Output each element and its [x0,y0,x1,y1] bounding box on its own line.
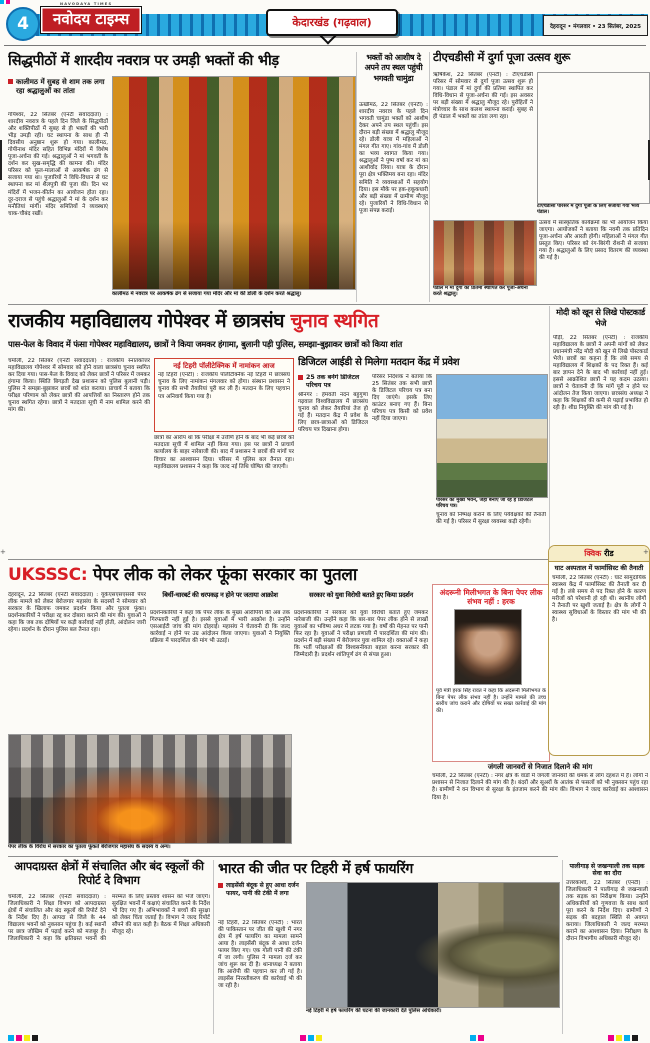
bullet-square-icon [218,883,223,888]
schools-headline: आपदाग्रस्त क्षेत्रों में संचालित और बंद स्कूलों की रिपोर्ट दे विभाग [14,859,204,887]
color-mark [316,1035,322,1041]
navratri-caption: कालीमठ में नवरात्र पर आकर्षक ढंग से सजाया गया मंदिर और मां की डोली के दर्शन करते श्रद्धालु। [112,291,302,297]
divider [8,304,648,305]
digital-bullet [298,374,368,390]
harak-body: पूर्व मंत्री हरक सिंह रावत ने कहा कि अंदरूनी मिलीभगत के बिना पेपर लीक संभव नहीं है। उन्होंने मामले की उच्च स्तरीय जांच कराने और दोषियों पर सख्त कार्रवाई की मांग की। [436,688,546,714]
uksssc-headline-red: UKSSSC: [8,565,88,585]
edition-badge: केदारखंड (गढ़वाल) [266,9,398,36]
inset-box-title: नई टिहरी पॉलीटेक्निक में नामांकन आज [173,362,275,370]
date-box: देहरादून • मंगलवार • 23 सितंबर, 2025 [543,15,648,36]
divider [213,860,214,1034]
digital-col-a [298,374,368,556]
firing-bullet [218,882,302,897]
thdc-body1: ऋषिकेश, 22 सितंबर (एनटी) : टीएचडीसी परिसर में सोमवार से दुर्गा पूजा उत्सव शुरू हो गया। पंडाल में मां दुर्गा की प्रतिमा स्थापित कर विधि-विधान से पूजा-अर्चना की गई। इस अवसर पर बड़ी संख्या में श्रद्धालु मौजूद रहे। पुरोहितों ने मंत्रोच्चार के साथ कलश स्थापना कराई। सुबह से ही पंडाल में भक्तों का तांता लगा रहा। [433,72,533,121]
uksssc-sub1: बिर्ची-चारबर्ट की धरपकड़ न होने पर जताया आक्रोश [162,591,278,599]
page-number-badge [6,7,40,41]
firing-caption: नई टिहरी में हर्ष फायरिंग की घटना की जानकारी देते पुलिस अधिकारी। [306,1008,442,1014]
quick-read-item3 [566,860,648,1034]
digital-caption: परिसर का मुख्य भवन, जहां बनाए जा रहे हैं डिजिटल परिचय पत्र। [436,498,533,509]
uksssc-sub2-body: प्रदर्शनकारियों ने सरकार को युवा विरोधी बताते हुए जमकर नारेबाजी की। उन्होंने कहा कि बार-बार पेपर लीक होने से लाखों युवाओं का भविष्य अधर में लटक गया है। वर्षों की मेहनत पर पानी फिर रहा है। युवाओं ने परीक्षा प्रणाली में पारदर्शिता की मांग की। प्रदर्शन में बड़ी संख्या में बेरोजगार युवा शामिल रहे। वक्ताओं ने कहा कि भर्ती परीक्षाओं की विश्वसनीयता बहाल करना सरकार की जिम्मेदारी है। प्रदर्शन शांतिपूर्ण ढंग से संपन्न हुआ। [294,610,428,659]
color-mark [16,1035,22,1041]
quick-read-title-black: रीड [601,549,614,558]
firing-photo [306,882,560,1008]
quick-read-item2-headline: जंगली जानवरों से निजात दिलाने की मांग [487,763,593,771]
divider [562,860,563,1034]
page-number: 4 [17,14,29,34]
uksssc-protest-photo [8,734,292,844]
registration-marks [300,1035,324,1041]
election-headline-black: राजकीय महाविद्यालय गोपेश्वर में छात्रसंघ [8,310,291,332]
quick-read-item3-headline: पालीगाड़ से जखन्याली तक सड़क सेवा का दौरा [569,863,645,878]
quick-read-item2-body: चमोली, 22 सितंबर (एनटी) : नगर क्षेत्र के वार्डों में जंगली जानवरों की धमक से लोग दहशत में हैं। लोगों ने प्रशासन से निजात दिलाने की मांग की है। बंदरों और सूअरों के आतंक से फसलों को भी नुकसान पहुंच रहा है। ग्रामीणों ने वन विभाग से सुरक्षा के इंतजाम करने की मांग की। विभाग ने जल्द कार्रवाई का आश्वासन दिया है। [432,773,648,801]
thdc-body2: उत्सव में सांस्कृतिक कार्यक्रमों का भी आयोजन किया जाएगा। आयोजकों ने बताया कि नवमी तक प्रतिदिन पूजा-अर्चना और आरती होगी। महिलाओं ने मंगल गीत प्रस्तुत किए। परिसर को रंग-बिरंगी रोशनी से सजाया गया है। श्रद्धालुओं के लिए प्रसाद वितरण की व्यवस्था की गई है। [539,220,648,262]
divider [429,52,430,302]
divider [356,52,357,302]
polytechnic-inset-box [154,358,294,432]
navratri-bullet-text: कालीमठ में सुबह से शाम तक लगा रहा श्रद्धालुओं का तांता [16,78,105,95]
divider [549,306,550,556]
color-mark [624,1035,630,1041]
divider [8,856,558,857]
navratri-headline: सिद्धपीठों में शारदीय नवरात्र पर उमड़ी भक्तों की भीड़ [8,53,279,69]
brand-small-text: NAVODAYA TIMES [60,2,113,6]
modi-headline: मोदी को खून से लिखे पोस्टकार्ड भेजे [556,307,645,328]
digital-bullet-text: 25 तक बनेंगे डिजिटल परिचय पत्र [306,374,360,389]
harak-photo [454,609,522,685]
uksssc-headline-black: पेपर लीक को लेकर फूंका सरकार का पुतला [87,565,358,585]
firing-body: नई टिहरी, 22 सितंबर (एनटी) : भारत की पाकिस्तान पर जीत की खुशी में नगर क्षेत्र में हर्ष फायरिंग का मामला सामने आया है। लाइसेंसी बंदूक से आधा दर्जन फायर किए गए। एक गोली पानी की टंकी में जा लगी। पुलिस ने मामला दर्ज कर जांच शुरू कर दी है। थानाध्यक्ष ने बताया कि आरोपी की पहचान कर ली गई है। लाइसेंस निरस्तीकरण की कार्रवाई भी की जा रही है। [218,920,302,990]
uksssc-caption: पेपर लीक के विरोध में सरकार का पुतला फूंकते बेरोजगार महासंघ के सदस्य व अन्य। [8,844,171,850]
election-deck: पास-फेल के विवाद में फंसा गोपेश्वर महाविद्यालय, छात्रों ने किया जमकर हंगामा, बुलानी पड़ी पुलिस, समझा-बुझाकर छात्रों को किया शांत [8,339,402,349]
election-body1: चमोली, 22 सितंबर (एनटी संवाददाता) : राजकीय स्नातकोत्तर महाविद्यालय गोपेश्वर में सोमवार को होने वाला छात्रसंघ चुनाव स्थगित कर दिया गया। पास-फेल के विवाद को लेकर छात्रों ने परिसर में जमकर हंगामा किया। स्थिति बिगड़ती देख प्रशासन को पुलिस बुलानी पड़ी। पुलिस ने समझा-बुझाकर छात्रों को शांत कराया। प्राचार्य ने बताया कि परीक्षा परिणाम को लेकर छात्रों की आपत्तियों का निस्तारण होने तक चुनाव स्थगित रहेगा। छात्रों ने मतदाता सूची में नाम शामिल करने की मांग की। [8,358,150,414]
navratri-photo [112,76,356,290]
registration-marks [8,1035,40,1041]
schools-body: चमोली, 22 सितंबर (एनटी संवाददाता) : जिलाधिकारी ने शिक्षा विभाग को आपदाग्रस्त क्षेत्रों में संचालित और बंद स्कूलों की रिपोर्ट देने के निर्देश दिए हैं। आपदा से जिले के 44 विद्यालय भवनों को नुकसान पहुंचा है। कई स्थानों पर छात्र जोखिम में पढ़ाई करने को मजबूर हैं। जिलाधिकारी ने कहा कि क्षतिग्रस्त भवनों की मरम्मत के लिए प्रस्ताव शासन को भेजे जाएंगे। सुरक्षित भवनों में कक्षाएं संचालित करने के निर्देश भी दिए गए हैं। अभिभावकों ने बच्चों की सुरक्षा को लेकर चिंता जताई है। विभाग ने जल्द रिपोर्ट सौंपने की बात कही है। बैठक में शिक्षा अधिकारी मौजूद रहे। [8,894,210,943]
color-mark [300,1035,306,1041]
digital-body3: चुनाव को निष्पक्ष कराने के लिए पर्यवेक्षकों की तैनाती की गई है। परिसर में सुरक्षा व्यवस्था कड़ी रहेगी। [436,512,546,526]
thdc-caption2: पंडाल में मां दुर्गा की प्रतिमा स्थापित कर पूजा-अर्चना करते श्रद्धालु। [433,286,528,297]
quick-read-item1-headline: घाट अस्पताल में फार्मासिस्ट की तैनाती [554,564,644,572]
registration-marks [608,1035,640,1041]
election-col2 [154,358,294,556]
brand-title: नवोदय टाइम्स [40,6,142,34]
thdc-puja-photo [433,220,537,286]
digital-body2: परिसर निदेशक ने बताया कि 25 सितंबर तक सभी छात्रों के डिजिटल परिचय पत्र बना दिए जाएंगे। इसके लिए काउंटर बनाए गए हैं। बिना परिचय पत्र किसी को प्रवेश नहीं दिया जाएगा। [372,374,432,423]
color-mark [632,1035,638,1041]
color-mark [6,0,10,4]
navratri-bullet [8,78,108,96]
bullet-square-icon [8,79,13,84]
nameplate [40,2,142,34]
register-plus-mark: + [0,548,6,556]
quick-read-title [549,546,649,562]
election-headline-red: चुनाव स्थगित [290,310,379,332]
thdc-caption1: टीएचडीसी परिसर में दुर्गा पूजा के लिए सजाया गया भव्य पंडाल। [537,204,640,215]
divider [4,45,646,46]
uksssc-sub1-body: प्रदर्शनकारियों ने कहा कि पेपर लीक के मुख्य आरोपियों की अब तक गिरफ्तारी नहीं हुई है। इससे युवाओं में भारी आक्रोश है। उन्होंने एसआईटी जांच की मांग दोहराई। महासंघ ने चेतावनी दी कि जल्द कार्रवाई न होने पर उग्र आंदोलन किया जाएगा। युवाओं ने नियुक्ति प्रक्रिया में पारदर्शिता की मांग भी उठाई। [150,610,290,645]
registration-marks [470,1035,486,1041]
thdc-pandal-photo [537,72,650,204]
quick-read-title-red: क्विक [584,549,602,558]
firing-bullet-text: लाइसेंसी बंदूक से हुए आधा दर्जन फायर, पानी की टंकी में लगा [226,882,299,897]
color-mark [308,1035,314,1041]
color-mark [616,1035,622,1041]
quick-read-box [548,545,650,756]
digital-building-photo [436,374,548,498]
digital-body1: श्रीनगर : हेमवती नंदन बहुगुणा गढ़वाल विश्वविद्यालय में छात्रसंघ चुनाव को लेकर तैयारियां तेज हो गई हैं। मतदान केंद्र में प्रवेश के लिए छात्र-छात्राओं को डिजिटल परिचय पत्र दिखाना होगा। [298,391,368,433]
harak-headline: अंदरूनी मिलीभगत के बिना पेपर लीक संभव नहीं : हरक [439,588,543,607]
color-mark [8,1035,14,1041]
color-mark [24,1035,30,1041]
election-body2: छात्रों का आरोप था कि परीक्षा में उत्तीर्ण होने के बाद भी कई छात्रों को मतदाता सूची में शामिल नहीं किया गया। इस पर छात्रों ने प्राचार्य कार्यालय के बाहर नारेबाजी की। बाद में प्रशासन ने छात्रों की मांगों पर विचार का आश्वासन दिया। परिसर में पुलिस बल तैनात रहा। महाविद्यालय प्रशासन ने कहा कि जल्द नई तिथि घोषित की जाएगी। [154,435,294,470]
color-mark [470,1035,476,1041]
harak-box [432,584,550,762]
register-plus-mark: + [643,548,649,556]
color-mark [608,1035,614,1041]
chamunda-headline: भक्तों को आशीष दे अपने तप स्थल पहुंची भगवती चामुंडा [364,53,423,83]
edge-tick [0,140,2,180]
registration-marks [0,0,12,4]
firing-headline: भारत की जीत पर टिहरी में हर्ष फायरिंग [218,861,413,877]
chamunda-body: ऊखीमठ, 22 सितंबर (एनटी) : शारदीय नवरात्र के पहले दिन भगवती चामुंडा भक्तों को आशीष देकर अपने तप स्थल पहुंचीं। इस दौरान बड़ी संख्या में श्रद्धालु मौजूद रहे। डोली यात्रा में महिलाओं ने मंगल गीत गाए। गांव-गांव में डोली का भव्य स्वागत किया गया। श्रद्धालुओं ने पुष्प वर्षा कर मां का आशीर्वाद लिया। यात्रा के दौरान पूरा क्षेत्र भक्तिमय बना रहा। मंदिर समिति ने व्यवस्थाओं में सहयोग दिया। इस मौके पर हक-हकूकधारी और बड़ी संख्या में ग्रामीण मौजूद रहे। पुजारियों ने विधि-विधान से पूजा संपन्न कराई। [359,102,428,214]
quick-read-item2 [432,760,648,854]
color-mark [478,1035,484,1041]
modi-body: पौड़ी, 22 सितंबर (एनटी) : राजकीय महाविद्यालय के छात्रों ने अपनी मांगों को लेकर प्रधानमंत्री नरेंद्र मोदी को खून से लिखे पोस्टकार्ड भेजे। छात्रों का कहना है कि लंबे समय से महाविद्यालय में शिक्षकों के पद रिक्त हैं। कई बार ज्ञापन देने के बाद भी कार्रवाई नहीं हुई। इससे आक्रोशित छात्रों ने यह कदम उठाया। छात्रों ने चेतावनी दी कि मांगें पूरी न होने पर आंदोलन तेज किया जाएगा। छात्रसंघ अध्यक्ष ने कहा कि शिक्षकों की कमी से पढ़ाई प्रभावित हो रही है। शीघ्र नियुक्ति की मांग की गई है। [553,335,648,412]
color-mark [32,1035,38,1041]
uksssc-sub2: सरकार को युवा विरोधी बताते हुए किया प्रदर्शन [309,591,413,599]
uksssc-body1: देहरादून, 22 सितंबर (एनटी संवाददाता) : यूकेएसएसएससी पेपर लीक मामले को लेकर बेरोजगार महासंघ के सदस्यों ने सोमवार को सरकार के खिलाफ जमकर प्रदर्शन किया और पुतला फूंका। प्रदर्शनकारियों ने परीक्षा रद्द कर दोबारा कराने की मांग की। युवाओं ने कहा कि जब तक दोषियों पर कड़ी कार्रवाई नहीं होती, आंदोलन जारी रहेगा। प्रदर्शन के दौरान पुलिस बल तैनात रहा। [8,592,146,634]
thdc-headline: टीएचडीसी में दुर्गा पूजा उत्सव शुरू [433,50,571,64]
quick-read-item3-body: उत्तरकाशी, 22 सितंबर (एनटी) : जिलाधिकारी ने पालीगाड़ से जखन्याली तक सड़क का निरीक्षण किया। उन्होंने अधिकारियों को गुणवत्ता के साथ कार्य पूरा करने के निर्देश दिए। ग्रामीणों ने सड़क की बदहाल स्थिति से अवगत कराया। जिलाधिकारी ने जल्द मरम्मत कराने का आश्वासन दिया। निरीक्षण के दौरान विभागीय अधिकारी मौजूद रहे। [566,879,648,943]
quick-read-item1-body: चमोली, 22 सितंबर (एनटी) : घाट सामुदायिक स्वास्थ्य केंद्र में फार्मासिस्ट की तैनाती कर दी गई है। लंबे समय से पद रिक्त होने के कारण मरीजों को परेशानी हो रही थी। स्थानीय लोगों ने तैनाती पर खुशी जताई है। क्षेत्र के लोगों ने स्वास्थ्य सुविधाओं के विस्तार की मांग भी की है। [552,574,646,623]
bullet-square-icon [298,375,303,380]
navratri-body: गोपेश्वर, 22 सितंबर (एनटी संवाददाता) : शारदीय नवरात्र के पहले दिन जिले के सिद्धपीठों और शक्तिपीठों में सुबह से ही भक्तों की भारी भीड़ उमड़ी रही। घट स्थापना के साथ ही नौ दिवसीय अनुष्ठान शुरू हो गया। कालीमठ, गोपीनाथ मंदिर सहित विभिन्न मंदिरों में विशेष पूजा-अर्चना की गई। श्रद्धालुओं ने मां भगवती के दर्शन कर सुख-समृद्धि की कामना की। मंदिर परिसर को फूल-मालाओं से आकर्षक ढंग से सजाया गया था। पुजारियों ने विधि-विधान से घट स्थापना कर मां शैलपुत्री की पूजा की। दिन भर मंदिरों में भजन-कीर्तन का आयोजन होता रहा। दूर-दराज से पहुंचे श्रद्धालुओं ने मां के दर्शन कर मनौतियां मांगीं। मंदिर समितियों ने व्यवस्थाएं चाक-चौबंद रखीं। [8,112,108,217]
uksssc-headline [8,562,426,585]
digital-headline: डिजिटल आईडी से मिलेगा मतदान केंद्र में प्रवेश [298,357,460,368]
inset-box-body: नई टिहरी (एनटी) : राजकीय पॉलीटेक्निक नई टिहरी में छात्रसंघ चुनाव के लिए नामांकन मंगलवार को होगा। संस्थान प्रशासन ने चुनाव की सभी तैयारियां पूरी कर ली हैं। मतदान के लिए पहचान पत्र अनिवार्य किया गया है। [158,372,290,400]
election-headline [8,307,546,333]
color-mark [0,0,4,4]
